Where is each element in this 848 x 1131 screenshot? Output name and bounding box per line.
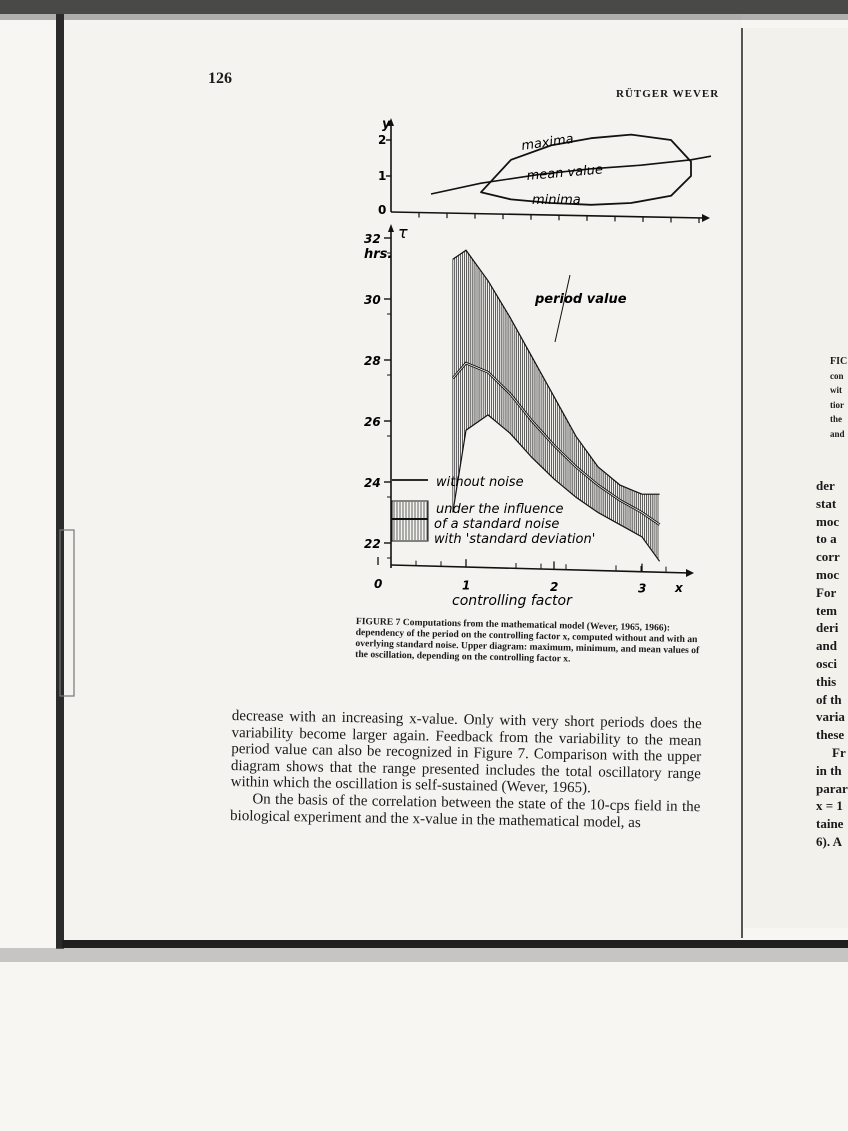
paragraph: On the basis of the correlation between the state of the 10-cps field in the biological experiment and the x-value in the mathematical model, as [229, 791, 701, 831]
right-page-text-line: parar [816, 780, 848, 796]
right-page-caption-fragment: tior [830, 399, 844, 410]
upper-y-tick-label: 1 [378, 169, 387, 183]
upper-y-label: y [382, 117, 391, 132]
right-page-text-line: 6). A [816, 834, 842, 849]
lower-x-tick-label: 2 [550, 580, 559, 594]
legend-with-noise-2: of a standard noise [434, 517, 560, 532]
legend-with-noise-3: with 'standard deviation' [434, 532, 596, 547]
right-page-caption-fragment: FIC [830, 356, 848, 367]
page-number: 126 [208, 70, 232, 87]
upper-x-arrow [702, 214, 710, 222]
lower-y-tick-label: 32 [364, 232, 381, 246]
label-minima: minima [532, 193, 581, 208]
paragraph: decrease with an increasing x-value. Only with very short periods does the variability become larger again. Feedback from the variability to the mean period value can also be recognized in Figure 7. Comparison with the upper diagram shows that the range presented includes the total oscillatory range within which the oscillation is self-sustained (Wever, 1965). [230, 708, 702, 797]
annotation-period-value: period value [535, 292, 627, 307]
lower-y-tick-label: 22 [364, 537, 381, 551]
right-page-text-line: stat [816, 495, 837, 511]
legend-hatch-swatch [392, 501, 428, 541]
right-page-text-line: in th [816, 762, 842, 778]
upper-y-tick-label: 0 [378, 203, 387, 217]
upper-y-tick-label: 2 [378, 133, 387, 147]
right-page-text-line: to a [816, 531, 837, 547]
right-page-text-line: tem [816, 602, 837, 618]
lower-y-tick-label: 24 [364, 476, 381, 490]
figure-caption: FIGURE 7 Computations from the mathematical model (Wever, 1965, 1966): dependency of the period on the controlling factor x, computed without and with an overlying standard noise. Upper diagram: maximum, minimum, and mean values of the oscillation, depending on the controlling factor x. [355, 616, 700, 665]
right-page-text-line: of th [816, 691, 842, 707]
lower-y-arrow [388, 224, 394, 232]
right-page-text-line: Fr [832, 745, 846, 760]
right-page-text-line: varia [816, 709, 845, 725]
lower-x-tick-label: 3 [638, 581, 647, 596]
right-page-text-line: corr [816, 549, 840, 565]
label-mean-value: mean value [526, 162, 604, 184]
lower-x-var: x [675, 581, 683, 595]
right-page-text-line: these [816, 727, 845, 743]
right-page-text-line: taine [816, 816, 844, 832]
lower-y-unit: hrs. [364, 247, 393, 262]
label-maxima: maxima [520, 131, 575, 154]
lower-x-tick-label: 1 [462, 578, 471, 593]
lower-y-tick-label: 30 [364, 293, 381, 307]
right-page-text-line: x = 1 [816, 798, 843, 814]
lower-x-tick-label: 0 [374, 577, 383, 591]
figure-7 [350, 110, 720, 615]
right-page-text-line: der [816, 478, 835, 493]
legend-without-noise: without noise [436, 475, 524, 490]
lower-y-ticks [364, 232, 391, 558]
lower-x-arrow [686, 569, 694, 577]
lower-x-ticks [374, 557, 666, 596]
right-page-caption-fragment: the [830, 414, 842, 424]
running-head: RÜTGER WEVER [616, 88, 720, 100]
right-page-text-line: and [816, 638, 837, 654]
right-page-text-line: deri [816, 620, 839, 636]
legend-with-noise-1: under the influence [436, 502, 564, 517]
body-text [230, 708, 702, 832]
lower-y-tick-label: 28 [364, 354, 381, 368]
right-page-text-line: moc [816, 567, 840, 582]
right-page-text-line: osci [816, 656, 837, 671]
lower-y-label: τ [398, 223, 408, 242]
right-page-caption-fragment: and [830, 428, 845, 439]
right-page-text-line: For [816, 584, 837, 600]
right-page-text-line: moc [816, 513, 840, 529]
right-page-caption-fragment: con [830, 370, 844, 381]
lower-y-tick-label: 26 [364, 415, 381, 429]
lower-x-label: controlling factor [452, 593, 572, 609]
upper-x-axis [391, 212, 705, 218]
right-page-text-line: this [816, 673, 837, 689]
right-page-caption-fragment: wit [830, 385, 842, 395]
